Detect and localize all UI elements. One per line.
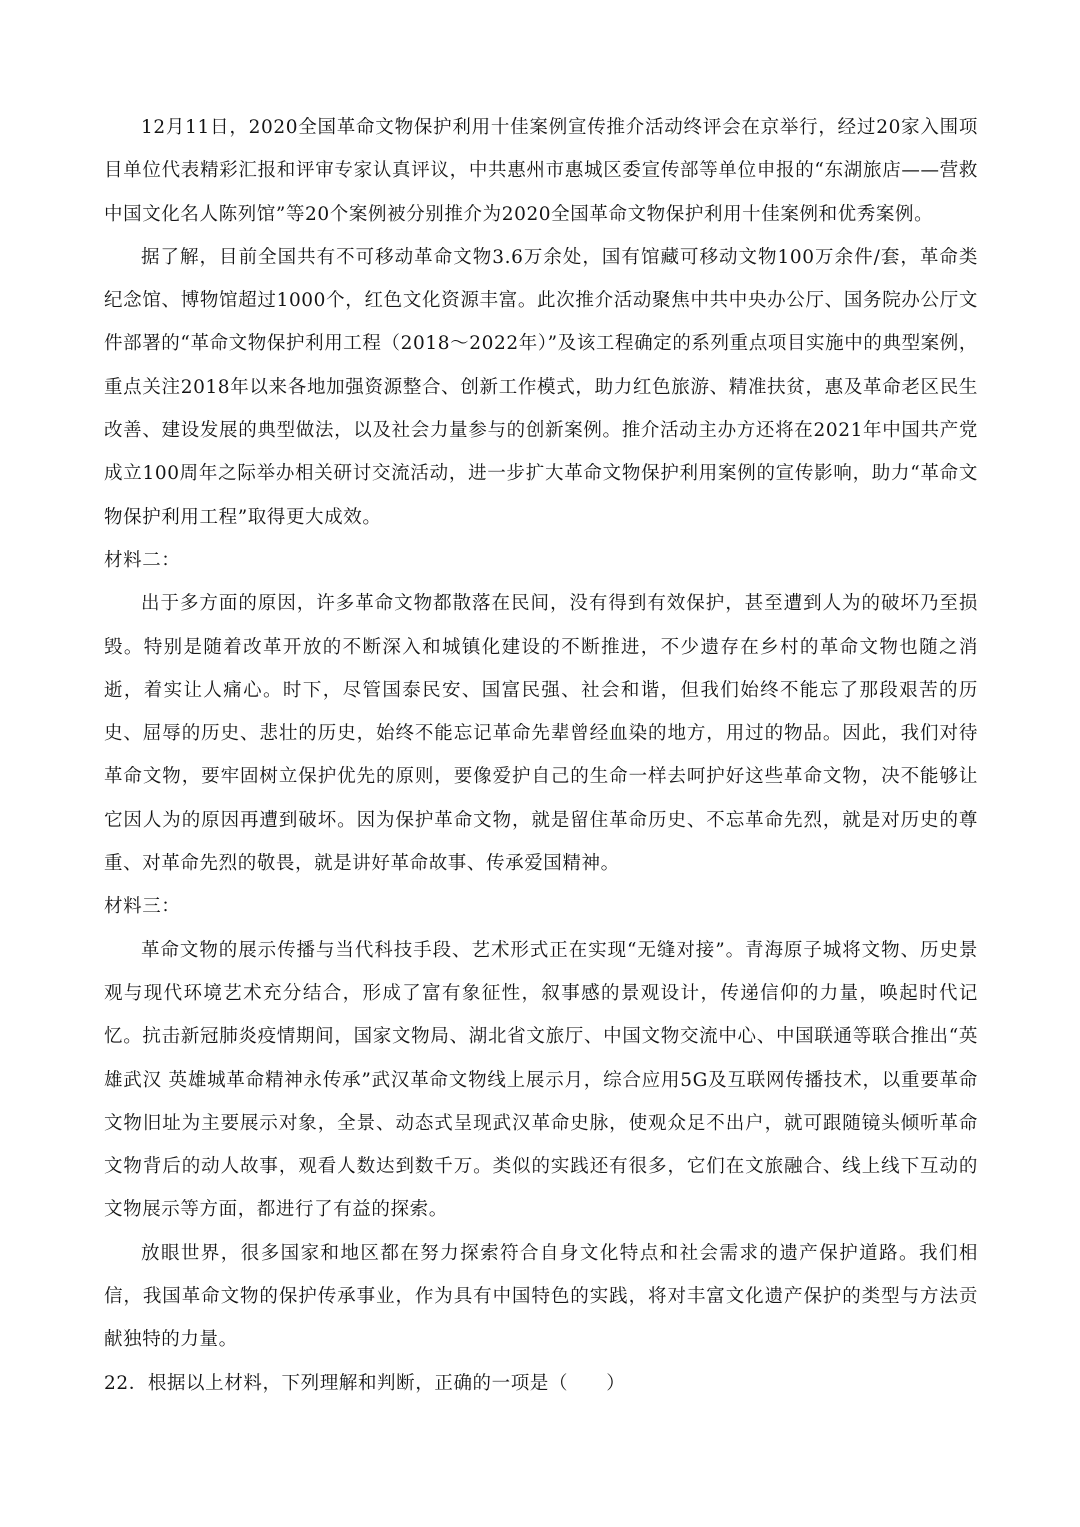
paragraph-material-3-world: 放眼世界，很多国家和地区都在努力探索符合自身文化特点和社会需求的遗产保护道路。我们相信，我国革命文物的保护传承事业，作为具有中国特色的实践，将对丰富文化遗产保护的类型与方法贡献独特的力量。 [104,1242,978,1351]
paragraph-material-2: 出于多方面的原因，许多革命文物都散落在民间，没有得到有效保护，甚至遭到人为的破坏乃至损毁。特别是随着改革开放的不断深入和城镇化建设的不断推进，不少遗存在乡村的革命文物也随之消逝，着实让人痛心。时下，尽管国泰民安、国富民强、社会和谐，但我们始终不能忘了那段艰苦的历史、屈辱的历史、悲壮的历史，始终不能忘记革命先辈曾经血染的地方，用过的物品。因此，我们对待革命文物，要牢固树立保护优先的原则，要像爱护自己的生命一样去呵护好这些革命文物，决不能够让它因人为的原因再遭到破坏。因为保护革命文物，就是留住革命历史、不忘革命先烈，就是对历史的尊重、对革命先烈的敬畏，就是讲好革命故事、传承爱国精神。 [104,593,978,875]
material-2-label: 材料二： [104,549,181,571]
paragraph-resources-overview: 据了解，目前全国共有不可移动革命文物3.6万余处，国有馆藏可移动文物100万余件/套，革命类纪念馆、博物馆超过1000个，红色文化资源丰富。此次推介活动聚焦中共中央办公厅、国务院办公厅文件部署的“革命文物保护利用工程（2018～2022年）”及该工程确定的系列重点项目实施中的典型案例，重点关注2018年以来各地加强资源整合、创新工作模式，助力红色旅游、精准扶贫，惠及革命老区民生改善、建设发展的典型做法，以及社会力量参与的创新案例。推介活动主办方还将在2021年中国共产党成立100周年之际举办相关研讨交流活动，进一步扩大革命文物保护利用案例的宣传影响，助力“革命文物保护利用工程”取得更大成效。 [104,246,978,528]
paragraph-material-3-display: 革命文物的展示传播与当代科技手段、艺术形式正在实现“无缝对接”。青海原子城将文物、历史景观与现代环境艺术充分结合，形成了富有象征性，叙事感的景观设计，传递信仰的力量，唤起时代记忆。抗击新冠肺炎疫情期间，国家文物局、湖北省文旅厅、中国文物交流中心、中国联通等联合推出“英雄武汉 英雄城革命精神永传承”武汉革命文物线上展示月，综合应用5G及互联网传播技术，以重要革命文物旧址为主要展示对象，全景、动态式呈现武汉革命史脉，使观众足不出户，就可跟随镜头倾听革命文物背后的动人故事，观看人数达到数千万。类似的实践还有很多，它们在文旅融合、线上线下互动的文物展示等方面，都进行了有益的探索。 [104,939,978,1221]
material-3-label: 材料三： [104,896,181,918]
document-body [104,106,978,1405]
paragraph-news-report: 12月11日，2020全国革命文物保护利用十佳案例宣传推介活动终评会在京举行，经过20家入围项目单位代表精彩汇报和评审专家认真评议，中共惠州市惠城区委宣传部等单位申报的“东湖旅店——营救中国文化名人陈列馆”等20个案例被分别推介为2020全国革命文物保护利用十佳案例和优秀案例。 [104,117,978,225]
question-22: 22．根据以上材料，下列理解和判断，正确的一项是（ ） [104,1372,626,1394]
